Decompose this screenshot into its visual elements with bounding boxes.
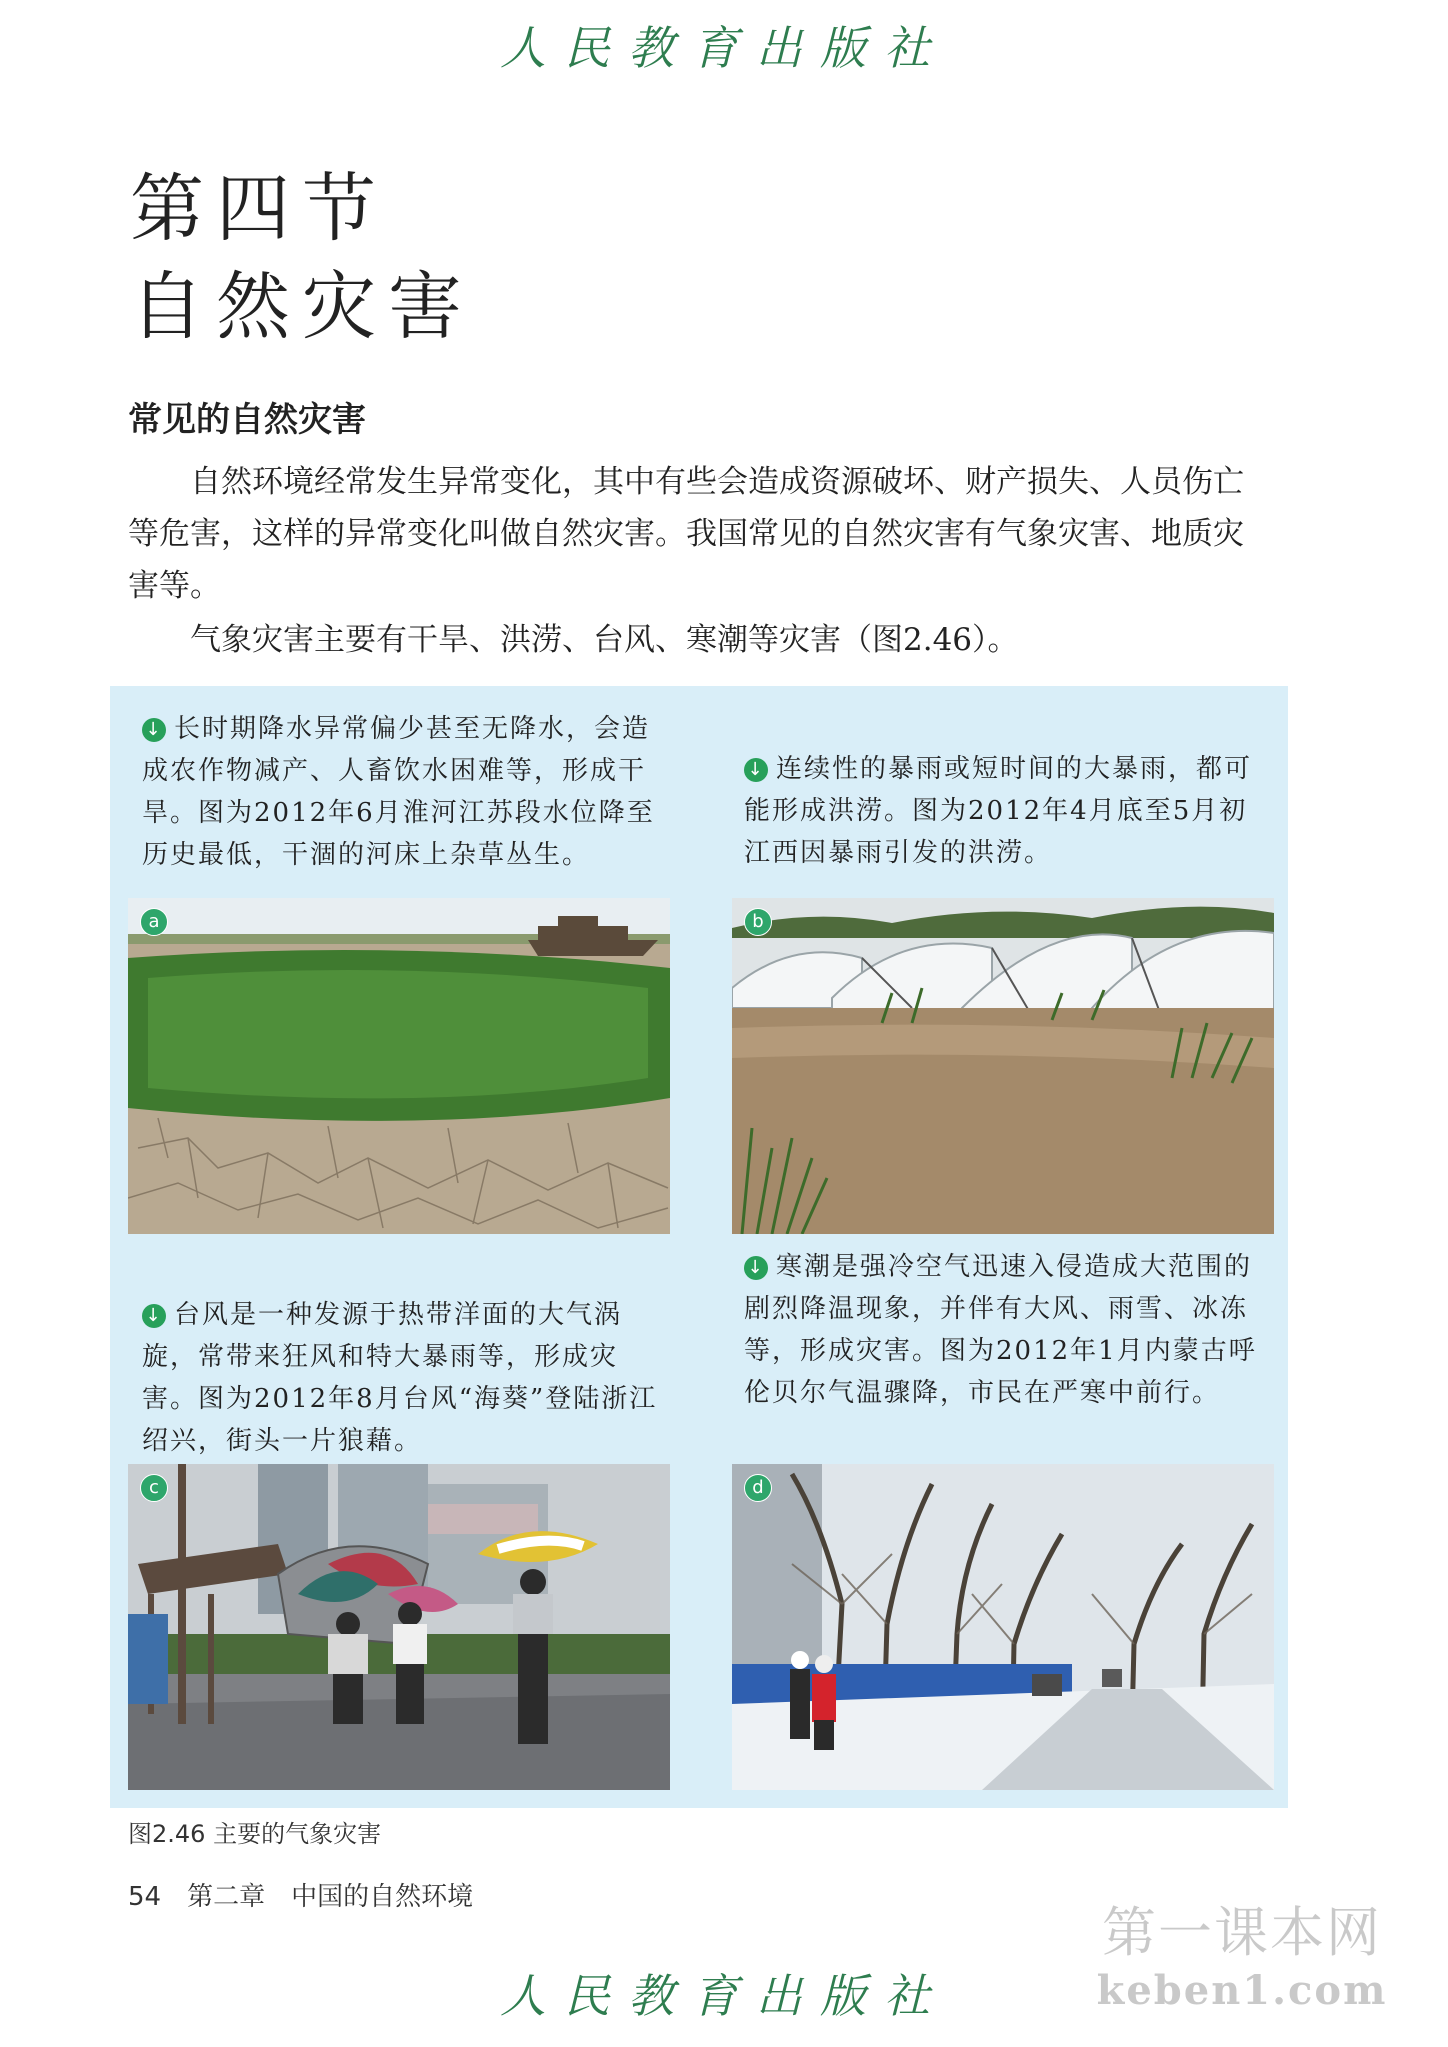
arrow-down-icon: ↓ xyxy=(744,758,768,782)
body-paragraph: 自然环境经常发生异常变化，其中有些会造成资源破坏、财产损失、人员伤亡等危害，这样的异常变化叫做自然灾害。我国常见的自然灾害有气象灾害、地质灾害等。 xyxy=(128,464,1244,604)
photo-drought xyxy=(128,898,670,1234)
page-number: 54 xyxy=(128,1882,162,1912)
arrow-down-icon: ↓ xyxy=(744,1256,768,1280)
watermark-url: keben1.com xyxy=(1096,1967,1388,2014)
caption-text: 长时期降水异常偏少甚至无降水，会造成农作物减产、人畜饮水困难等，形成干旱。图为2012年6月淮河江苏段水位降至历史最低，干涸的河床上杂草丛生。 xyxy=(142,714,655,870)
figure-badge-d: d xyxy=(744,1474,772,1502)
section-title: 自然灾害 xyxy=(130,264,474,350)
caption-text: 台风是一种发源于热带洋面的大气涡旋，常带来狂风和特大暴雨等，形成灾害。图为2012年8月台风“海葵”登陆浙江绍兴，街头一片狼藉。 xyxy=(142,1300,658,1456)
figure-badge-a: a xyxy=(140,908,168,936)
subheading: 常见的自然灾害 xyxy=(128,400,366,440)
page-footer xyxy=(128,1876,473,1913)
figure-caption-typhoon xyxy=(142,1294,658,1462)
figure-title: 图2.46 主要的气象灾害 xyxy=(128,1820,382,1848)
watermark-text: 第一课本网 xyxy=(1102,1901,1382,1964)
photo-typhoon xyxy=(128,1464,670,1790)
figure-caption-drought xyxy=(142,708,658,876)
flood-illustration xyxy=(732,898,1274,1234)
publisher-logo-bottom: 人民教育出版社 xyxy=(500,1969,948,2023)
figure-caption-flood xyxy=(744,748,1264,874)
chapter-number: 第二章 xyxy=(187,1882,266,1912)
drought-illustration xyxy=(128,898,670,1234)
figure-caption-cold-wave xyxy=(744,1246,1264,1414)
section-number: 第四节 xyxy=(130,166,388,252)
photo-flood xyxy=(732,898,1274,1234)
chapter-title: 中国的自然环境 xyxy=(291,1882,474,1912)
figure-badge-b: b xyxy=(744,908,772,936)
caption-text: 寒潮是强冷空气迅速入侵造成大范围的剧烈降温现象，并伴有大风、雨雪、冰冻等，形成灾害。图为2012年1月内蒙古呼伦贝尔气温骤降，市民在严寒中前行。 xyxy=(744,1252,1257,1408)
arrow-down-icon: ↓ xyxy=(142,1304,166,1328)
figure-badge-c: c xyxy=(140,1474,168,1502)
photo-cold-wave xyxy=(732,1464,1274,1790)
arrow-down-icon: ↓ xyxy=(142,718,166,742)
caption-text: 连续性的暴雨或短时间的大暴雨，都可能形成洪涝。图为2012年4月底至5月初江西因暴雨引发的洪涝。 xyxy=(744,754,1253,868)
cold-wave-illustration xyxy=(732,1464,1274,1790)
publisher-logo-top: 人民教育出版社 xyxy=(500,21,948,75)
body-paragraph: 气象灾害主要有干旱、洪涝、台风、寒潮等灾害（图2.46）。 xyxy=(190,622,1019,658)
typhoon-illustration xyxy=(128,1464,670,1790)
